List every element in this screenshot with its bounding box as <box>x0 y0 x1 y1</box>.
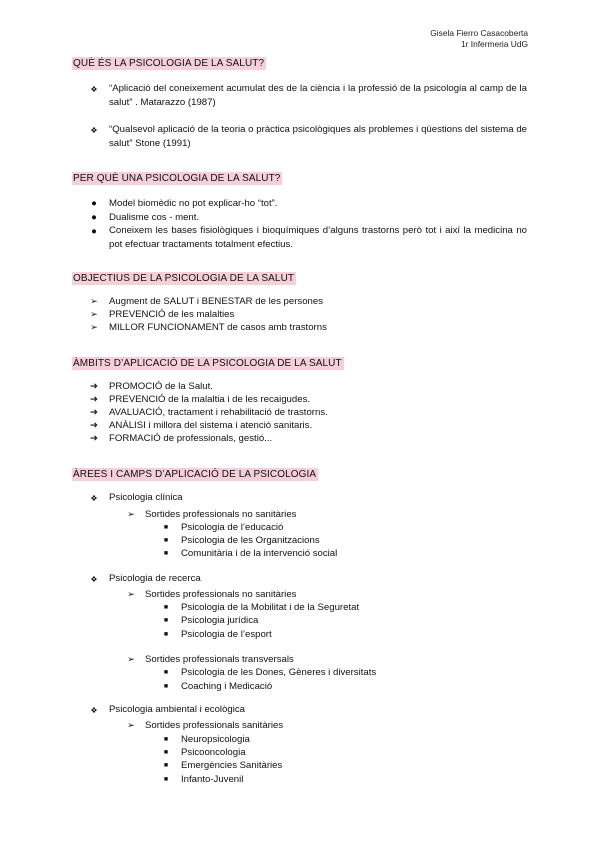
sub-item: Neuropsicologia <box>181 734 250 745</box>
sub-item: Psicologia jurídica <box>181 615 259 626</box>
arrowhead-bullet-icon: ➢ <box>90 296 98 306</box>
arrowhead-bullet-icon: ➢ <box>127 720 135 730</box>
arrow-bullet-icon: ➔ <box>89 381 99 392</box>
list-item: PREVENCIÓ de la malaltia i de les recaigudes. <box>109 394 311 405</box>
diamond-bullet-icon: ❖ <box>90 706 98 715</box>
diamond-bullet-icon: ❖ <box>90 85 98 94</box>
author-course: 1r Infermeria UdG <box>460 39 528 49</box>
arrow-bullet-icon: ➔ <box>89 394 99 405</box>
group-label: Sortides professionals no sanitàries <box>145 509 297 520</box>
definition-item: “Qualsevol aplicació de la teoria o pràctica psicològiques als problemes i qüestions del sistema de salut” Stone (1991) <box>109 124 527 149</box>
diamond-bullet-icon: ❖ <box>90 575 98 584</box>
list-item: Model biomèdic no pot explicar-ho “tot”. <box>109 198 278 209</box>
author-block <box>430 28 528 50</box>
list-item: PREVENCIÓ de les malalties <box>109 309 235 320</box>
list-item: ANÀLISI i millora del sistema i atenció sanitaris. <box>109 420 313 431</box>
arrow-bullet-icon: ➔ <box>89 433 99 444</box>
list-item: Dualisme cos - ment. <box>109 212 200 223</box>
square-bullet-icon: ■ <box>163 537 169 544</box>
square-bullet-icon: ■ <box>163 617 169 624</box>
sub-item: Psicologia de l’esport <box>181 629 272 640</box>
list-item: MILLOR FUNCIONAMENT de casos amb trastorns <box>109 322 327 333</box>
square-bullet-icon: ■ <box>163 604 169 611</box>
square-bullet-icon: ■ <box>163 683 169 690</box>
list-item: Augment de SALUT i BENESTAR de les persones <box>109 296 324 307</box>
arrowhead-bullet-icon: ➢ <box>127 654 135 664</box>
section-heading-3: OBJECTIUS DE LA PSICOLOGIA DE LA SALUT <box>73 273 295 284</box>
diamond-bullet-icon: ❖ <box>90 494 98 503</box>
arrowhead-bullet-icon: ➢ <box>90 309 98 319</box>
dot-bullet-icon: ● <box>91 198 97 209</box>
list-item: PROMOCIÓ de la Salut. <box>109 381 213 392</box>
sub-item: Infanto-Juvenil <box>181 774 244 785</box>
arrowhead-bullet-icon: ➢ <box>127 509 135 519</box>
square-bullet-icon: ■ <box>163 776 169 783</box>
dot-bullet-icon: ● <box>91 212 97 223</box>
section-heading-5: ÀREES I CAMPS D’APLICACIÓ DE LA PSICOLOGIA <box>73 469 317 480</box>
section-heading-2: PER QUÈ UNA PSICOLOGIA DE LA SALUT? <box>73 173 281 184</box>
sub-item: Psicologia de l’educació <box>181 522 284 533</box>
square-bullet-icon: ■ <box>163 631 169 638</box>
square-bullet-icon: ■ <box>163 524 169 531</box>
diamond-bullet-icon: ❖ <box>90 126 98 135</box>
arrowhead-bullet-icon: ➢ <box>90 322 98 332</box>
list-item: Coneixem les bases fisiològiques i bioquímiques d’alguns trastorns però tot i així la medicina no pot efectuar tractaments totalment efectius. <box>109 225 527 250</box>
square-bullet-icon: ■ <box>163 550 169 557</box>
sub-item: Psicologia de la Mobilitat i de la Seguretat <box>181 602 360 613</box>
square-bullet-icon: ■ <box>163 749 169 756</box>
arrow-bullet-icon: ➔ <box>89 420 99 431</box>
list-item: FORMACIÓ de professionals, gestió... <box>109 433 273 444</box>
section-heading-4: ÀMBITS D’APLICACIÓ DE LA PSICOLOGIA DE LA SALUT <box>73 358 342 369</box>
square-bullet-icon: ■ <box>163 669 169 676</box>
author-name: Gisela Fierro Casacoberta <box>430 28 528 38</box>
area-label: Psicologia clínica <box>109 492 183 503</box>
group-label: Sortides professionals no sanitàries <box>145 589 297 600</box>
square-bullet-icon: ■ <box>163 762 169 769</box>
group-label: Sortides professionals transversals <box>145 654 294 665</box>
sub-item: Emergències Sanitàries <box>181 760 283 771</box>
list-item: AVALUACIÓ, tractament i rehabilitació de trastorns. <box>109 407 328 418</box>
area-label: Psicologia de recerca <box>109 573 201 584</box>
definition-item: “Aplicació del coneixement acumulat des de la ciència i la professió de la psicologia al camp de la salut” . Matarazzo (1987) <box>109 83 527 108</box>
sub-item: Comunitària i de la intervenció social <box>181 548 338 559</box>
sub-item: Psicologia de les Organitzacions <box>181 535 320 546</box>
sub-item: Coaching i Medicació <box>181 681 273 692</box>
arrow-bullet-icon: ➔ <box>89 407 99 418</box>
sub-item: Psicooncologia <box>181 747 246 758</box>
group-label: Sortides professionals sanitàries <box>145 720 284 731</box>
section-heading-1: QUÈ ÉS LA PSICOLOGIA DE LA SALUT? <box>73 58 265 69</box>
arrowhead-bullet-icon: ➢ <box>127 589 135 599</box>
sub-item: Psicologia de les Dones, Gèneres i diversitats <box>181 667 377 678</box>
area-label: Psicologia ambiental i ecològica <box>109 704 245 715</box>
dot-bullet-icon: ● <box>91 226 97 237</box>
square-bullet-icon: ■ <box>163 736 169 743</box>
